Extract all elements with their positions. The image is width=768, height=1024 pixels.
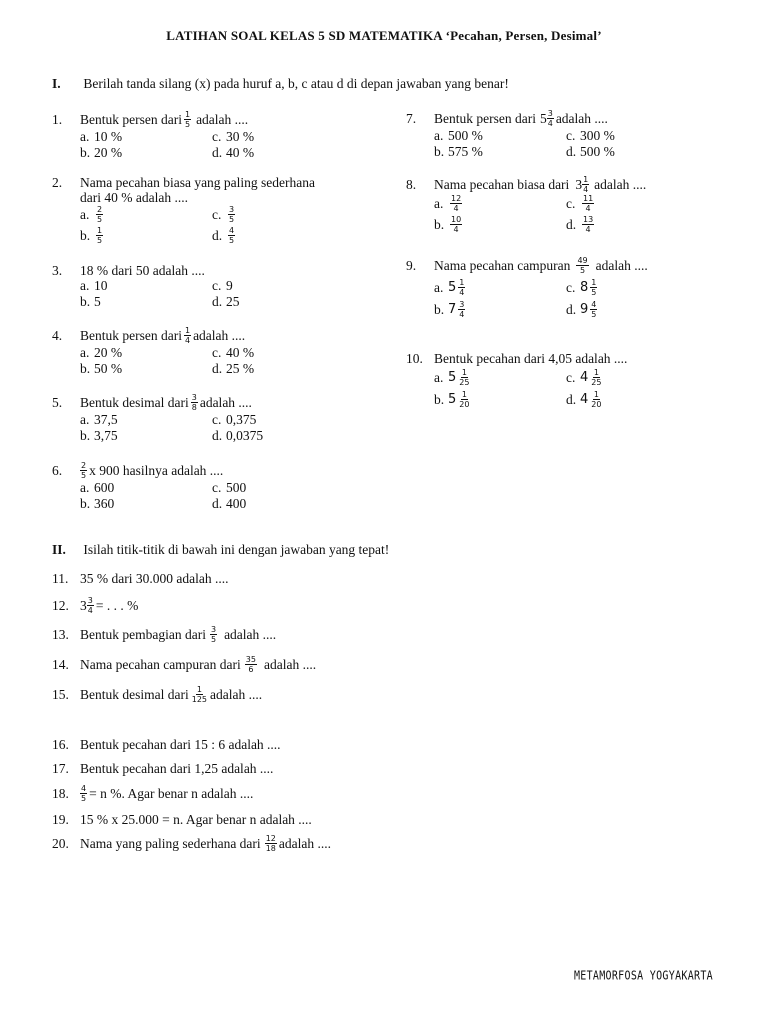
section-1-number: I. [52,76,61,91]
option-b[interactable]: b. 3,75 [80,428,118,443]
option-d[interactable]: d. 4 $\frac{1}{20}$ [566,390,602,409]
footer-brand: METAMORFOSA YOGYAKARTA [573,969,713,984]
question-5 [52,393,332,443]
option-c[interactable]: c. 500 [212,480,247,495]
question-text: adalah .... [196,112,249,127]
option-d[interactable]: d. 400 [212,496,247,511]
question-text: Nama pecahan campuran [434,258,571,273]
option-c[interactable]: c. 0,375 [212,412,257,427]
question-text: Bentuk persen dari [80,112,182,127]
question-text: Nama pecahan biasa yang paling sederhana [80,175,316,190]
option-a[interactable]: a. 20 % [80,345,123,360]
question-number: 5. [52,395,63,410]
option-c[interactable]: c. 4 $\frac{1}{25}$ [566,368,602,387]
option-b[interactable]: b. $\frac{1}{5}$ [80,226,103,245]
option-d[interactable]: d. 40 % [212,145,255,160]
option-b[interactable]: b. 575 % [434,144,483,159]
option-a[interactable]: a. 10 [80,278,108,293]
option-a[interactable]: a. 600 [80,480,115,495]
fraction: $\frac{49}{5}$ [577,256,588,275]
option-d[interactable]: d. 500 % [566,144,615,159]
question-text: adalah .... [199,395,252,410]
option-b[interactable]: b. 5 [80,294,101,309]
question-17: 17. Bentuk pecahan dari 1,25 adalah .... [52,761,274,776]
option-d[interactable]: d. 25 [212,294,240,309]
option-d[interactable]: d. 25 % [212,361,255,376]
option-a[interactable]: a. 10 % [80,129,123,144]
fraction: $\frac{2}{5}$ [81,461,87,480]
question-18: 18. $\frac{4}{5}$ = n %. Agar benar n adalah .... [52,784,254,803]
option-c[interactable]: c. $\frac{3}{5}$ [212,205,235,224]
section-2-number: II. [52,542,66,557]
fraction: $\frac{3}{8}$ [191,393,197,412]
question-number: 8. [406,177,417,192]
question-number: 9. [406,258,417,273]
section-1-instruction: Berilah tanda silang (x) pada huruf a, b, c atau d di depan jawaban yang benar! [83,76,509,91]
question-2 [52,175,332,245]
section-2-instruction: Isilah titik-titik di bawah ini dengan jawaban yang tepat! [83,542,390,557]
page-title: LATIHAN SOAL KELAS 5 SD MATEMATIKA ‘Pecahan, Persen, Desimal’ [166,28,602,43]
section-2-heading [52,542,389,558]
option-b[interactable]: b. 50 % [80,361,123,376]
option-a[interactable]: a. $\frac{12}{4}$ [434,194,462,213]
question-16: 16. Bentuk pecahan dari 15 : 6 adalah .... [52,737,281,752]
option-b[interactable]: b. 360 [80,496,115,511]
option-a[interactable]: a. 5 $\frac{1}{25}$ [434,368,470,387]
option-d[interactable]: d. 0,0375 [212,428,264,443]
question-text: Bentuk persen dari [80,328,182,343]
whole-number: 3 [575,177,583,192]
question-number: 6. [52,463,63,478]
question-13: 13. Bentuk pembagian dari $\frac{3}{5}$ adalah .... [52,625,277,644]
question-9 [406,256,676,319]
question-number: 4. [52,328,63,343]
question-10 [406,351,676,409]
fraction: $\frac{1}{4}$ [583,175,589,194]
option-c[interactable]: c. $\frac{11}{4}$ [566,194,594,213]
option-a[interactable]: a. 500 % [434,128,483,143]
question-11: 11. 35 % dari 30.000 adalah .... [52,571,229,586]
option-d[interactable]: d. $\frac{13}{4}$ [566,215,594,234]
option-b[interactable]: b. 5 $\frac{1}{20}$ [434,390,470,409]
option-c[interactable]: c. 9 [212,278,233,293]
question-number: 10. [406,351,423,366]
option-b[interactable]: b. 7 $\frac{3}{4}$ [434,300,465,319]
option-d[interactable]: d. 9 $\frac{4}{5}$ [566,300,597,319]
question-1 [52,110,332,160]
fraction: $\frac{1}{4}$ [184,326,191,345]
question-number: 3. [52,263,63,278]
fraction: $\frac{1}{5}$ [184,110,191,129]
option-c[interactable]: c. 300 % [566,128,615,143]
question-3 [52,263,332,309]
question-text: Bentuk persen dari [434,111,536,126]
question-text: x 900 hasilnya adalah .... [89,463,224,478]
question-number: 1. [52,112,63,127]
fraction: $\frac{3}{4}$ [547,109,553,128]
question-text: Bentuk desimal dari [80,395,189,410]
option-a[interactable]: a. 5 $\frac{1}{4}$ [434,278,465,297]
option-d[interactable]: d. $\frac{4}{5}$ [212,226,235,245]
question-6 [52,461,332,511]
question-text: dari 40 % adalah .... [80,190,188,205]
question-text: adalah .... [555,111,608,126]
question-15: 15. Bentuk desimal dari $\frac{1}{125}$ adalah .... [52,685,263,704]
question-text: adalah .... [193,328,246,343]
question-14: 14. Nama pecahan campuran dari $\frac{35}{6}$ adalah .... [52,655,317,674]
question-text: adalah .... [595,258,648,273]
whole-number: 5 [539,111,547,126]
option-c[interactable]: c. 8 $\frac{1}{5}$ [566,278,597,297]
option-b[interactable]: b. 20 % [80,145,123,160]
question-19: 19. 15 % x 25.000 = n. Agar benar n adalah .... [52,812,312,827]
question-text: 18 % dari 50 adalah .... [80,263,205,278]
question-4 [52,326,332,376]
question-text: Bentuk pecahan dari 4,05 adalah .... [434,351,628,366]
option-b[interactable]: b. $\frac{10}{4}$ [434,215,462,234]
question-20: 20. Nama yang paling sederhana dari $\frac{12}{18}$ adalah .... [52,834,331,853]
question-number: 2. [52,175,63,190]
option-c[interactable]: c. 40 % [212,345,255,360]
question-text: adalah .... [594,177,647,192]
question-12: 12. 3 $\frac{3}{4}$ = . . . % [52,596,139,615]
option-c[interactable]: c. 30 % [212,129,255,144]
option-a[interactable]: a. $\frac{2}{5}$ [80,205,103,224]
option-a[interactable]: a. 37,5 [80,412,118,427]
section-1-heading [52,76,509,92]
question-text: Nama pecahan biasa dari [434,177,570,192]
question-8 [406,175,676,234]
question-7 [406,109,676,159]
question-number: 7. [406,111,417,126]
